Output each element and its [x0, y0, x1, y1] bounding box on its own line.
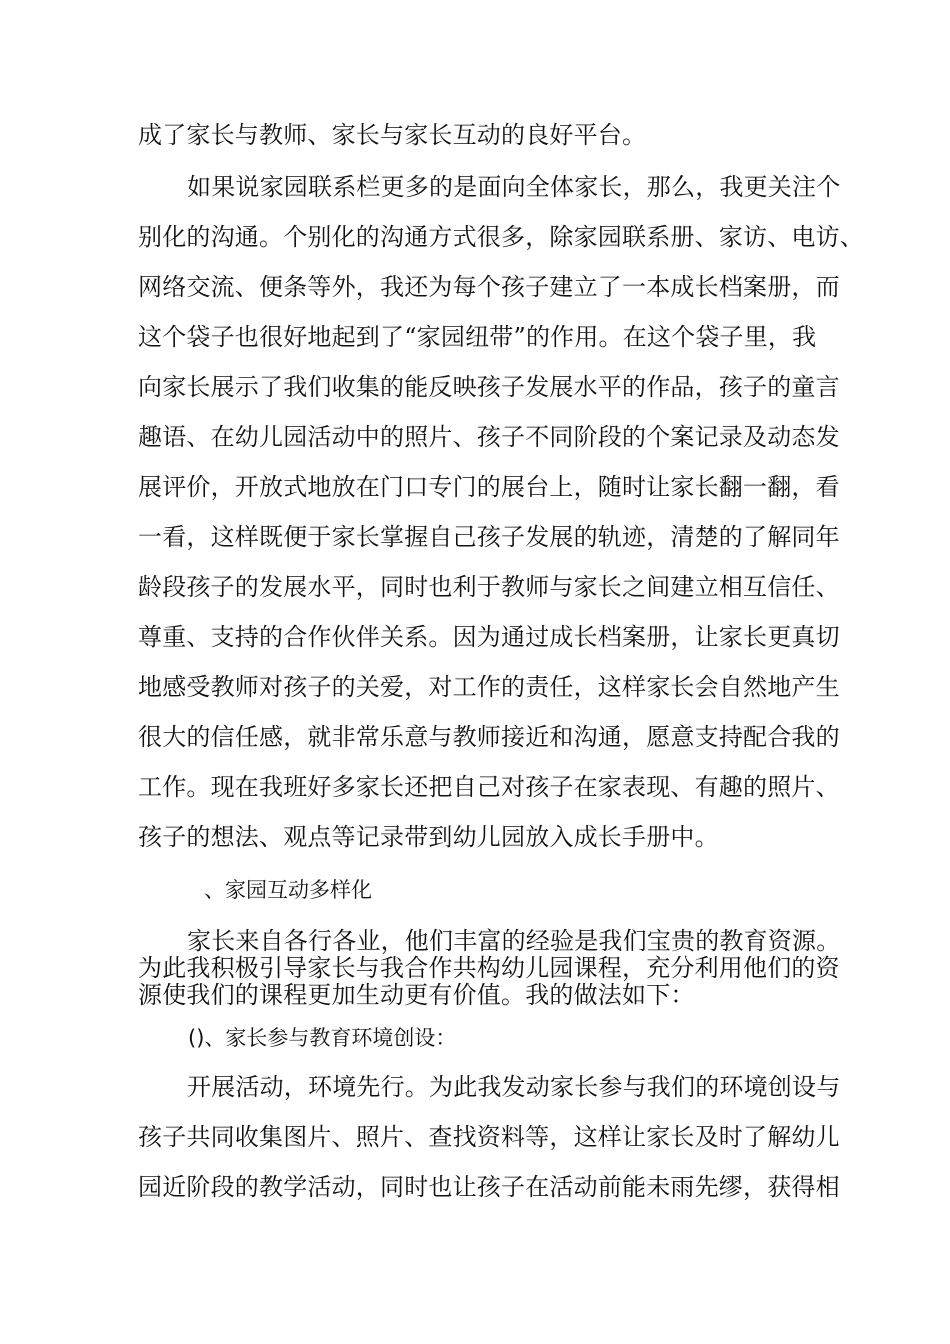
paragraph-line: 别化的沟通。个别化的沟通方式很多，除家园联系册、家访、电访、: [138, 223, 864, 251]
paragraph-line: 尊重、支持的合作伙伴关系。因为通过成长档案册，让家长更真切: [138, 623, 840, 651]
paragraph-line: 家长来自各行各业，他们丰富的经验是我们宝贵的教育资源。: [187, 927, 841, 955]
paragraph-line: 展评价，开放式地放在门口专门的展台上，随时让家长翻一翻，看: [138, 473, 840, 501]
paragraph-line: 开展活动，环境先行。为此我发动家长参与我们的环境创设与: [187, 1073, 841, 1101]
paragraph-line: 成了家长与教师、家长与家长互动的良好平台。: [138, 121, 647, 149]
paragraph-line: 这个袋子也很好地起到了“家园纽带”的作用。在这个袋子里，我: [138, 323, 817, 351]
paragraph-line: 向家长展示了我们收集的能反映孩子发展水平的作品，孩子的童言: [138, 373, 840, 401]
paragraph-line: 网络交流、便条等外，我还为每个孩子建立了一本成长档案册，而: [138, 273, 840, 301]
paragraph-line: 地感受教师对孩子的关爱，对工作的责任，这样家长会自然地产生: [138, 673, 840, 701]
paragraph-line: 园近阶段的教学活动，同时也让孩子在活动前能未雨先缪，获得相: [138, 1173, 840, 1201]
paragraph-line: 孩子共同收集图片、照片、查找资料等，这样让家长及时了解幼儿: [138, 1123, 840, 1151]
subsection-heading: ()、家长参与教育环境创设：: [188, 1026, 457, 1050]
paragraph-line: 趣语、在幼儿园活动中的照片、孩子不同阶段的个案记录及动态发: [138, 423, 840, 451]
paragraph-line: 工作。现在我班好多家长还把自己对孩子在家表现、有趣的照片、: [138, 773, 840, 801]
paragraph-line: 一看，这样既便于家长掌握自己孩子发展的轨迹，清楚的了解同年: [138, 523, 840, 551]
paragraph-line: 为此我积极引导家长与我合作共构幼儿园课程，充分利用他们的资: [138, 954, 840, 982]
paragraph-line: 如果说家园联系栏更多的是面向全体家长，那么，我更关注个: [187, 173, 841, 201]
paragraph-line: 龄段孩子的发展水平，同时也利于教师与家长之间建立相互信任、: [138, 573, 840, 601]
paragraph-line: 很大的信任感，就非常乐意与教师接近和沟通，愿意支持配合我的: [138, 723, 840, 751]
paragraph-line: 孩子的想法、观点等记录带到幼儿园放入成长手册中。: [138, 823, 719, 851]
section-heading: 、家园互动多样化: [204, 878, 372, 902]
paragraph-line: 源使我们的课程更加生动更有价值。我的做法如下：: [138, 981, 695, 1009]
